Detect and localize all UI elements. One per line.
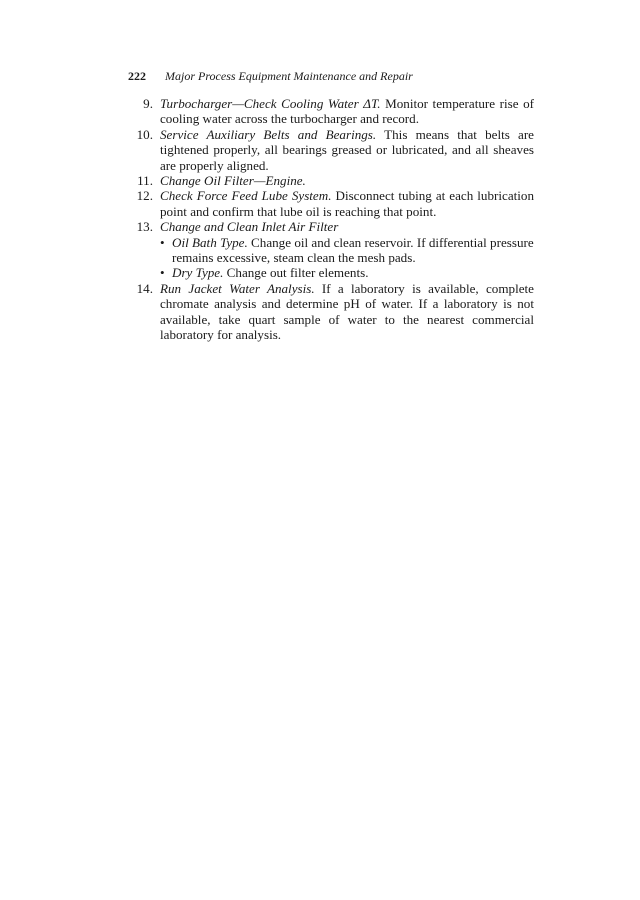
bullet-body: Change out filter elements. (226, 265, 369, 281)
item-number: 12. (136, 188, 153, 204)
item-number: 10. (136, 126, 153, 142)
item-title: Run Jacket Water Analysis. (160, 280, 315, 296)
list-item-13 (126, 219, 534, 281)
running-title: Major Process Equipment Maintenance and Repair (165, 69, 413, 83)
item-number: 11. (137, 173, 153, 189)
page-number: 222 (128, 69, 146, 83)
bullet-title: Oil Bath Type. (172, 234, 248, 250)
bullet-dot-icon: • (160, 234, 165, 250)
list-item-9 (126, 96, 534, 127)
item-title: Turbocharger—Check Cooling Water ΔT. (160, 96, 381, 111)
bullet-dry-type (160, 265, 534, 280)
item-number: 9. (143, 96, 153, 111)
list-item-10 (126, 127, 534, 173)
bullet-body: Change oil and clean reservoir. If differential pressure remains excessive, steam clean the mesh pads. (172, 234, 534, 266)
list-item-14 (126, 281, 534, 343)
item-title: Change Oil Filter—Engine. (160, 173, 306, 189)
page-header (128, 69, 413, 84)
item-body: Disconnect tubing at each lubrication point and confirm that lube oil is reaching that point. (160, 188, 534, 219)
list-item-12 (126, 188, 534, 219)
item-title: Service Auxiliary Belts and Bearings. (160, 126, 377, 142)
item-title: Check Force Feed Lube System. (160, 188, 332, 204)
item-body: Monitor temperature rise of cooling water across the turbocharger and record. (160, 96, 534, 127)
bullet-oil-bath (160, 235, 534, 266)
item-number: 14. (136, 280, 153, 296)
item-title: Change and Clean Inlet Air Filter (160, 219, 339, 235)
item-body: If a laboratory is available, complete chromate analysis and determine pH of water. If a laboratory is not available, take quart sample of water to the nearest commercial laboratory for analysis. (160, 280, 534, 343)
list-item-11 (126, 173, 534, 188)
bullet-title: Dry Type. (172, 265, 224, 281)
item-body: This means that belts are tightened properly, all bearings greased or lubricated, and all sheaves are properly aligned. (160, 126, 534, 173)
bullet-dot-icon: • (160, 265, 165, 281)
maintenance-checklist (126, 96, 534, 343)
item-number: 13. (136, 219, 153, 235)
